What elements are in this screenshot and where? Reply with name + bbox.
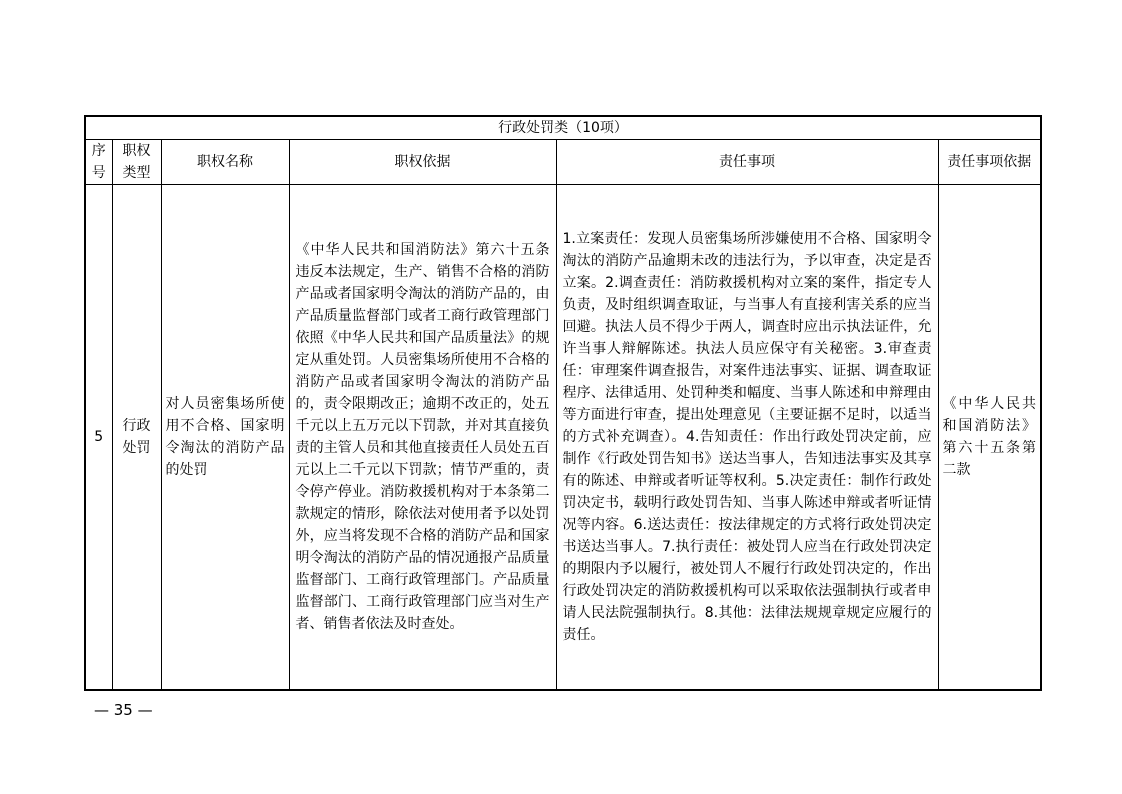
table-header-row: [85, 140, 1041, 185]
header-name: 职权名称: [161, 140, 289, 185]
table-row: [85, 185, 1041, 691]
table-title-row: [85, 116, 1041, 140]
document-sheet: [84, 115, 1040, 691]
cell-duty: 1.立案责任：发现人员密集场所涉嫌使用不合格、国家明令淘汰的消防产品逾期未改的违法行为，予以审查，决定是否立案。2.调查责任：消防救援机构对立案的案件，指定专人负责，及时组织调查取证，与当事人有直接利害关系的应当回避。执法人员不得少于两人，调查时应出示执法证件，允许当事人辩解陈述。执法人员应保守有关秘密。3.审查责任：审理案件调查报告，对案件违法事实、证据、调查取证程序、法律适用、处罚种类和幅度、当事人陈述和申辩理由等方面进行审查，提出处理意见（主要证据不足时，以适当的方式补充调查）。4.告知责任：作出行政处罚决定前，应制作《行政处罚告知书》送达当事人，告知违法事实及其享有的陈述、申辩或者听证等权利。5.决定责任：制作行政处罚决定书，载明行政处罚告知、当事人陈述申辩或者听证情况等内容。6.送达责任：按法律规定的方式将行政处罚决定书送达当事人。7.执行责任：被处罚人应当在行政处罚决定的期限内予以履行，被处罚人不履行行政处罚决定的，作出行政处罚决定的消防救援机构可以采取依法强制执行或者申请人民法院强制执行。8.其他：法律法规规章规定应履行的责任。: [556, 185, 938, 691]
header-duty-basis: 责任事项依据: [938, 140, 1041, 185]
cell-type: 行政处罚: [112, 185, 161, 691]
header-no: 序号: [85, 140, 112, 185]
page-number: — 35 —: [94, 701, 153, 719]
header-type: 职权类型: [112, 140, 161, 185]
cell-no: 5: [85, 185, 112, 691]
header-duty: 责任事项: [556, 140, 938, 185]
cell-basis: 《中华人民共和国消防法》第六十五条 违反本法规定，生产、销售不合格的消防产品或者国家明令淘汰的消防产品的，由产品质量监督部门或者工商行政管理部门依照《中华人民共和国产品质量法》的规定从重处罚。人员密集场所使用不合格的消防产品或者国家明令淘汰的消防产品的，责令限期改正；逾期不改正的，处五千元以上五万元以下罚款，并对其直接负责的主管人员和其他直接责任人员处五百元以上二千元以下罚款；情节严重的，责令停产停业。消防救援机构对于本条第二款规定的情形，除依法对使用者予以处罚外，应当将发现不合格的消防产品和国家明令淘汰的消防产品的情况通报产品质量监督部门、工商行政管理部门。产品质量监督部门、工商行政管理部门应当对生产者、销售者依法及时查处。: [289, 185, 556, 691]
table-title: 行政处罚类（10项）: [85, 116, 1041, 140]
cell-name: 对人员密集场所使用不合格、国家明令淘汰的消防产品的处罚: [161, 185, 289, 691]
header-basis: 职权依据: [289, 140, 556, 185]
cell-duty-basis: 《中华人民共和国消防法》第六十五条第二款: [938, 185, 1041, 691]
authority-table: [84, 115, 1042, 691]
